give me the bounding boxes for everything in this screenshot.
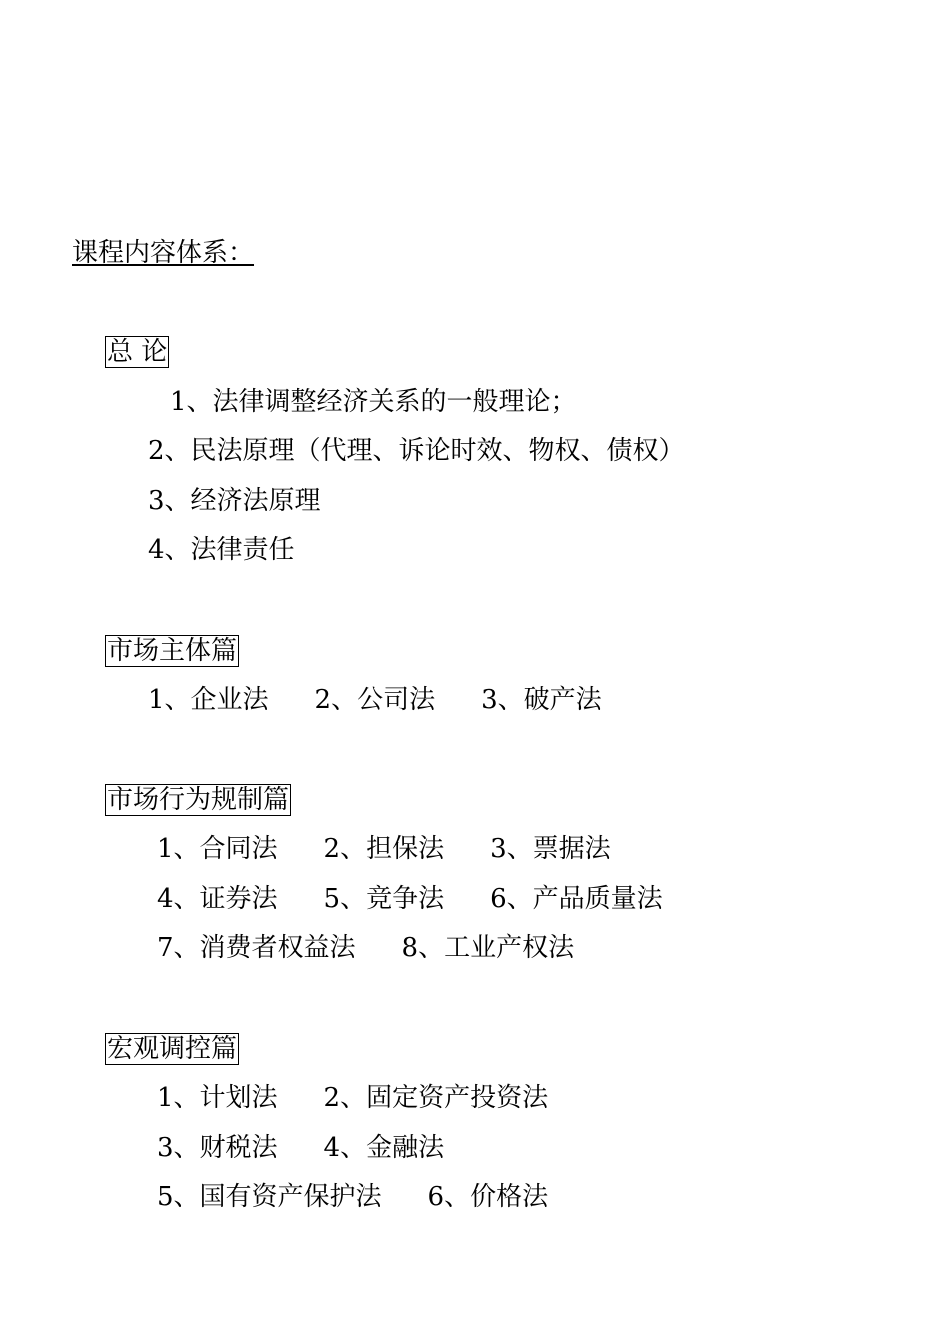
market-conduct-line-1 <box>157 832 611 866</box>
list-item: 5、竞争法 <box>323 884 445 914</box>
list-item: 2、民法原理（代理、诉论时效、物权、债权） <box>148 436 685 466</box>
list-item: 7、消费者权益法 <box>157 933 356 963</box>
document-title: 课程内容体系： <box>72 238 255 268</box>
section-heading-macro-control: 宏观调控篇 <box>107 1034 238 1064</box>
section-heading-general: 总 论 <box>107 337 168 367</box>
list-item: 2、公司法 <box>314 685 436 715</box>
list-item: 6、价格法 <box>427 1182 549 1212</box>
list-item: 3、票据法 <box>490 834 611 864</box>
section-heading-market-conduct: 市场行为规制篇 <box>107 785 290 815</box>
market-conduct-line-2 <box>157 882 663 916</box>
list-item: 1、计划法 <box>157 1083 278 1113</box>
list-item: 1、企业法 <box>148 685 269 715</box>
list-item: 8、工业产权法 <box>401 933 575 963</box>
list-item: 4、法律责任 <box>148 535 295 565</box>
macro-control-line-1 <box>157 1081 548 1115</box>
list-item: 1、合同法 <box>157 834 278 864</box>
market-conduct-line-3 <box>157 931 574 965</box>
general-item-4 <box>148 533 295 567</box>
section-heading-market-entities: 市场主体篇 <box>107 636 238 666</box>
general-item-2 <box>148 434 685 468</box>
list-item: 2、固定资产投资法 <box>323 1083 549 1113</box>
list-item: 6、产品质量法 <box>490 884 663 914</box>
list-item: 1、法律调整经济关系的一般理论； <box>170 387 577 417</box>
list-item: 3、财税法 <box>157 1133 278 1163</box>
list-item: 4、金融法 <box>323 1133 445 1163</box>
general-item-1 <box>170 385 577 419</box>
list-item: 2、担保法 <box>323 834 445 864</box>
list-item: 3、经济法原理 <box>148 486 321 516</box>
macro-control-line-3 <box>157 1180 548 1214</box>
list-item: 5、国有资产保护法 <box>157 1182 382 1212</box>
list-item: 4、证券法 <box>157 884 278 914</box>
list-item: 3、破产法 <box>481 685 602 715</box>
general-item-3 <box>148 484 321 518</box>
market-entities-line-1 <box>148 683 602 717</box>
macro-control-line-2 <box>157 1131 444 1165</box>
